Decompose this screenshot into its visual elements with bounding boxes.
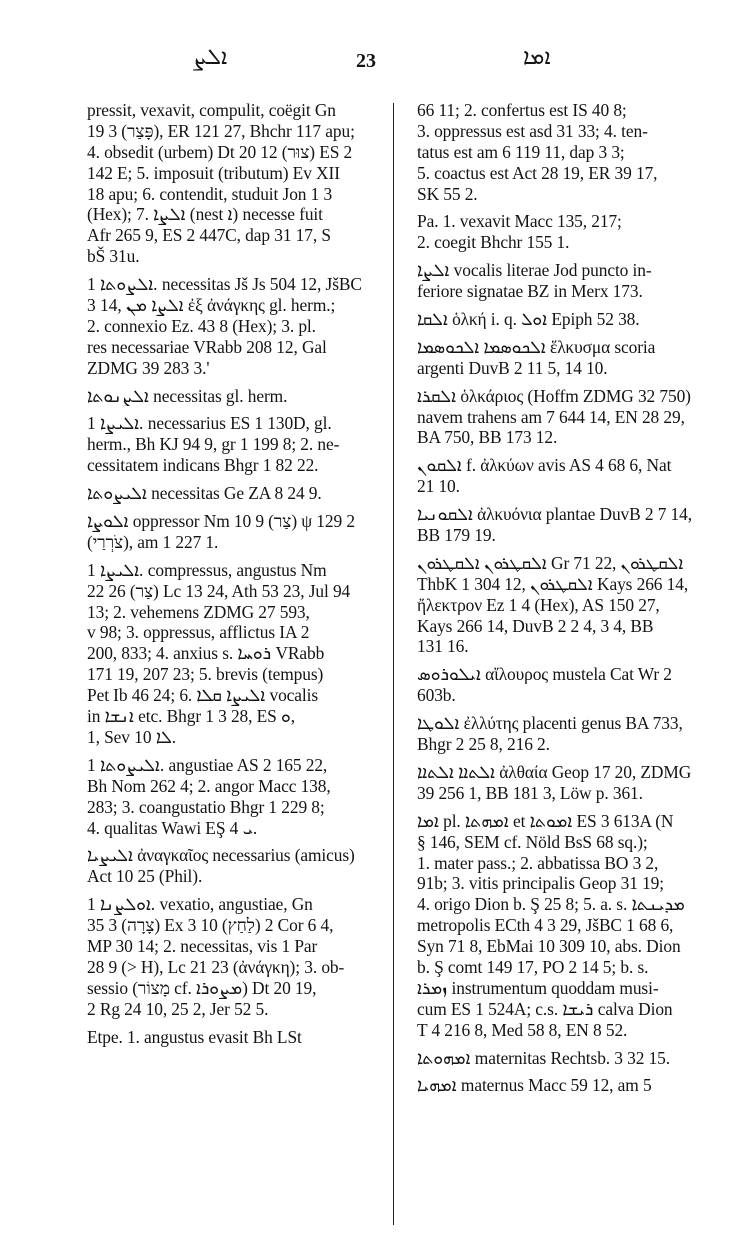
- text-line: ܐܡܐ pl. ܐܡܗܬܐ et ܐܡܘܬܐ ES 3 613A (N: [417, 810, 674, 831]
- text-line: ܐܠܨܢܘܬܐ necessitas gl. herm.: [87, 385, 288, 406]
- entry-spacer: [417, 755, 714, 762]
- text-line: Pet Ib 46 24; 6. ܐܠܝܨܐ ܩܠܐ vocalis: [87, 685, 319, 706]
- text-line: 39 256 1, BB 181 3, Löw p. 361.: [417, 782, 643, 803]
- entry-spacer: [87, 504, 383, 511]
- text-line: ܐܠܬܐܐ ܐܠܬܐܐ ἀλθαία Geop 17 20, ZDMG: [417, 761, 692, 782]
- text-line: 3. oppressus est asd 31 33; 4. ten-: [417, 120, 648, 141]
- text-line: 13; 2. vehemens ZDMG 27 593,: [87, 601, 310, 622]
- text-line: ܐܠܝܨܝܐ ἀναγκαῖος necessarius (amicus): [87, 845, 355, 866]
- text-line: Syn 71 8, EbMai 10 309 10, abs. Dion: [417, 936, 681, 957]
- entry-spacer: [87, 887, 383, 894]
- text-line: 66 11; 2. confertus est IS 40 8;: [417, 100, 627, 120]
- entry-spacer: [87, 1020, 383, 1027]
- text-line: ܐܝܠܘܪܘܣ αἴλουρος mustela Cat Wr 2: [417, 664, 672, 685]
- page-header: [0, 44, 750, 84]
- entry-spacer: [417, 330, 714, 337]
- text-line: res necessariae VRabb 208 12, Gal: [87, 336, 327, 357]
- text-line: navem trahens am 7 644 14, EN 28 29,: [417, 406, 685, 427]
- text-line: 200, 833; 4. anxius s. ܪܘܚܐ VRabb: [87, 643, 325, 664]
- entry-spacer: [417, 657, 714, 664]
- header-left-catchword: ܐܠܨ: [193, 44, 228, 69]
- text-line: 4. origo Dion b. Ş 25 8; 5. a. s. ܡܕܝܢܬܐ: [417, 894, 685, 915]
- text-line: 35 3 (צָרָה) Ex 3 10 (לַחַץ) 2 Cor 6 4,: [87, 915, 334, 936]
- text-line: Afr 265 9, ES 2 447C, dap 31 17, S: [87, 225, 331, 246]
- text-line: (Hex); 7. ܐܠܨܐ (nest ܐ) necesse fuit: [87, 204, 323, 225]
- text-line: 131 16.: [417, 636, 469, 657]
- text-line: ܐܠܨܐ vocalis literae Jod puncto in-: [417, 260, 652, 281]
- entry-spacer: [87, 838, 383, 845]
- entry-spacer: [417, 706, 714, 713]
- text-line: Bh Nom 262 4; 2. angor Macc 138,: [87, 775, 331, 796]
- text-line: Pa. 1. vexavit Macc 135, 217;: [417, 211, 622, 232]
- entry-spacer: [417, 1041, 714, 1048]
- text-line: 4. obsedit (urbem) Dt 20 12 (צוּר) ES 2: [87, 141, 353, 162]
- text-line: ܐܠܟܘܣܡܐ ܐܠܟܘܣܡܐ ἕλκυσμα scoria: [417, 336, 656, 357]
- entry-spacer: [417, 379, 714, 386]
- text-line: ܐܠܩܘܢܝܐ ἀλκυόνια plantae DuvB 2 7 14,: [417, 504, 692, 525]
- text-line: Bhgr 2 25 8, 216 2.: [417, 734, 550, 755]
- entry-spacer: [87, 379, 383, 386]
- entry-spacer: [417, 497, 714, 504]
- text-line: 22 26 (צַר) Lc 13 24, Ath 53 23, Jul 94: [87, 580, 351, 601]
- text-line: ܐܠܘܨܐ oppressor Nm 10 9 (צַר) ψ 129 2: [87, 511, 355, 532]
- text-line: cessitatem indicans Bhgr 1 82 22.: [87, 455, 319, 476]
- header-right-catchword: ܐܡܐ: [523, 44, 551, 69]
- entry-spacer: [417, 253, 714, 260]
- entry-spacer: [87, 406, 383, 413]
- entry-spacer: [417, 204, 714, 211]
- text-line: ܐܠܝܨܐ 1. necessarius ES 1 130D, gl.: [87, 413, 332, 434]
- text-line: 2 Rg 24 10, 25 2, Jer 52 5.: [87, 998, 269, 1019]
- text-line: § 146, SEM cf. Nöld BsS 68 sq.);: [417, 831, 648, 852]
- text-line: ZDMG 39 283 3.': [87, 357, 210, 378]
- text-line: feriore signatae BZ in Merx 173.: [417, 281, 643, 302]
- text-line: Kays 266 14, DuvB 2 2 4, 3 4, BB: [417, 615, 654, 636]
- text-line: argenti DuvB 2 11 5, 14 10.: [417, 357, 608, 378]
- entry-spacer: [87, 476, 383, 483]
- text-line: Act 10 25 (Phil).: [87, 866, 203, 887]
- text-line: 142 E; 5. imposuit (tributum) Ev XII: [87, 162, 340, 183]
- right-column: [417, 100, 714, 1096]
- text-line: bŠ 31u.: [87, 246, 140, 267]
- text-line: metropolis ECth 4 3 29, JšBC 1 68 6,: [417, 915, 674, 936]
- text-line: 2. connexio Ez. 43 8 (Hex); 3. pl.: [87, 315, 316, 336]
- text-line: 5. coactus est Act 28 19, ER 39 17,: [417, 162, 658, 183]
- text-line: 283; 3. coangustatio Bhgr 1 229 8;: [87, 796, 325, 817]
- entry-spacer: [417, 302, 714, 309]
- text-line: pressit, vexavit, compulit, coëgit Gn: [87, 100, 336, 120]
- text-line: 1, Sev ܠܐ 10.: [87, 726, 177, 747]
- text-line: ܐܘܠܨܢܐ 1. vexatio, angustiae, Gn: [87, 894, 313, 915]
- entry-spacer: [417, 1068, 714, 1075]
- text-line: BA 750, BB 173 12.: [417, 427, 558, 448]
- text-line: 91b; 3. vitis principalis Geop 31 19;: [417, 873, 664, 894]
- entry-spacer: [417, 448, 714, 455]
- text-line: ܙܡܪܐ instrumentum quoddam musi-: [417, 977, 659, 998]
- text-line: 4. qualitas Wawi EŞ ܝ 4.: [87, 817, 258, 838]
- page-number: 23: [356, 50, 376, 72]
- text-line: ܐܠܝܨܘܬܐ 1. angustiae AS 2 165 22,: [87, 754, 328, 775]
- text-line: ܐܠܩܪܐ ὁλκάριος (Hoffm ZDMG 32 750): [417, 385, 691, 406]
- text-line: (צֹרְרַי), am 1 227 1.: [87, 531, 219, 552]
- text-line: ܐܡܗܘܬܐ maternitas Rechtsb. 3 32 15.: [417, 1047, 671, 1068]
- text-line: T 4 216 8, Med 58 8, EN 8 52.: [417, 1019, 628, 1040]
- text-line: ἤλεκτρον Ez 1 4 (Hex), AS 150 27,: [417, 594, 660, 615]
- text-line: ܐܠܩܐ ὁλκή i. q. ܐܘܠ Epiph 52 38.: [417, 309, 640, 330]
- text-line: ܐܡܗܝܐ maternus Macc 59 12, am 5: [417, 1075, 652, 1096]
- text-line: ܐܠܝܨܘܬܐ necessitas Ge ZA 8 24 9.: [87, 483, 322, 504]
- text-line: SK 55 2.: [417, 183, 478, 204]
- text-line: 28 9 (> H), Lc 21 23 (ἀνάγκη); 3. ob-: [87, 956, 345, 977]
- text-line: BB 179 19.: [417, 525, 496, 546]
- text-line: Etpe. 1. angustus evasit Bh LSt: [87, 1026, 302, 1047]
- entry-spacer: [87, 553, 383, 560]
- text-line: ܐܠܩܛܪܘܢ ܐܠܩܛܪܘܢ Gr 71 22, ܐܠܩܛܪܘܢ: [417, 552, 684, 573]
- text-line: 171 19, 207 23; 5. brevis (tempus): [87, 664, 324, 685]
- text-line: 2. coegit Bhchr 155 1.: [417, 232, 570, 253]
- text-line: ThbK 1 304 12, ܐܠܩܛܪܘܢ Kays 266 14,: [417, 573, 689, 594]
- text-line: cum ES 1 524A; c.s. ܪܝܫܐ calva Dion: [417, 998, 673, 1019]
- text-line: ܐܠܝܨܐ 1. compressus, angustus Nm: [87, 559, 327, 580]
- text-line: in ܐܢܫܐ etc. Bhgr 1 3 28, ES ܘ,: [87, 706, 296, 727]
- text-line: 3 14, ܐܠܨܐ ܡܢ ἐξ ἀνάγκης gl. herm.;: [87, 295, 336, 316]
- text-line: ܐܠܘܛܐ ἐλλύτης placenti genus BA 733,: [417, 713, 683, 734]
- text-line: 18 apu; 6. contendit, studuit Jon 1 3: [87, 183, 333, 204]
- text-line: b. Ş comt 149 17, PO 2 14 5; b. s.: [417, 956, 649, 977]
- text-line: v 98; 3. oppressus, afflictus IA 2: [87, 622, 310, 643]
- text-line: ܐܠܩܘܢ f. ἀλκύων avis AS 4 68 6, Nat: [417, 455, 672, 476]
- text-line: 19 3 (פָּצַר), ER 121 27, Bhchr 117 apu;: [87, 120, 355, 141]
- text-line: herm., Bh KJ 94 9, gr 1 199 8; 2. ne-: [87, 434, 340, 455]
- text-line: 603b.: [417, 685, 456, 706]
- text-line: sessio (מָצוֹר cf. ܡܨܘܪܐ) Dt 20 19,: [87, 977, 317, 998]
- text-line: 1. mater pass.; 2. abbatissa BO 3 2,: [417, 852, 659, 873]
- text-line: 21 10.: [417, 476, 460, 497]
- text-line: MP 30 14; 2. necessitas, vis 1 Par: [87, 935, 318, 956]
- text-line: tatus est am 6 119 11, dap 3 3;: [417, 141, 625, 162]
- entry-spacer: [87, 267, 383, 274]
- entry-spacer: [417, 546, 714, 553]
- entry-spacer: [87, 748, 383, 755]
- column-divider: [393, 103, 394, 1225]
- left-column: [87, 100, 383, 1047]
- text-line: ܐܠܨܘܬܐ 1. necessitas Jš Js 504 12, JšBC: [87, 274, 362, 295]
- entry-spacer: [417, 804, 714, 811]
